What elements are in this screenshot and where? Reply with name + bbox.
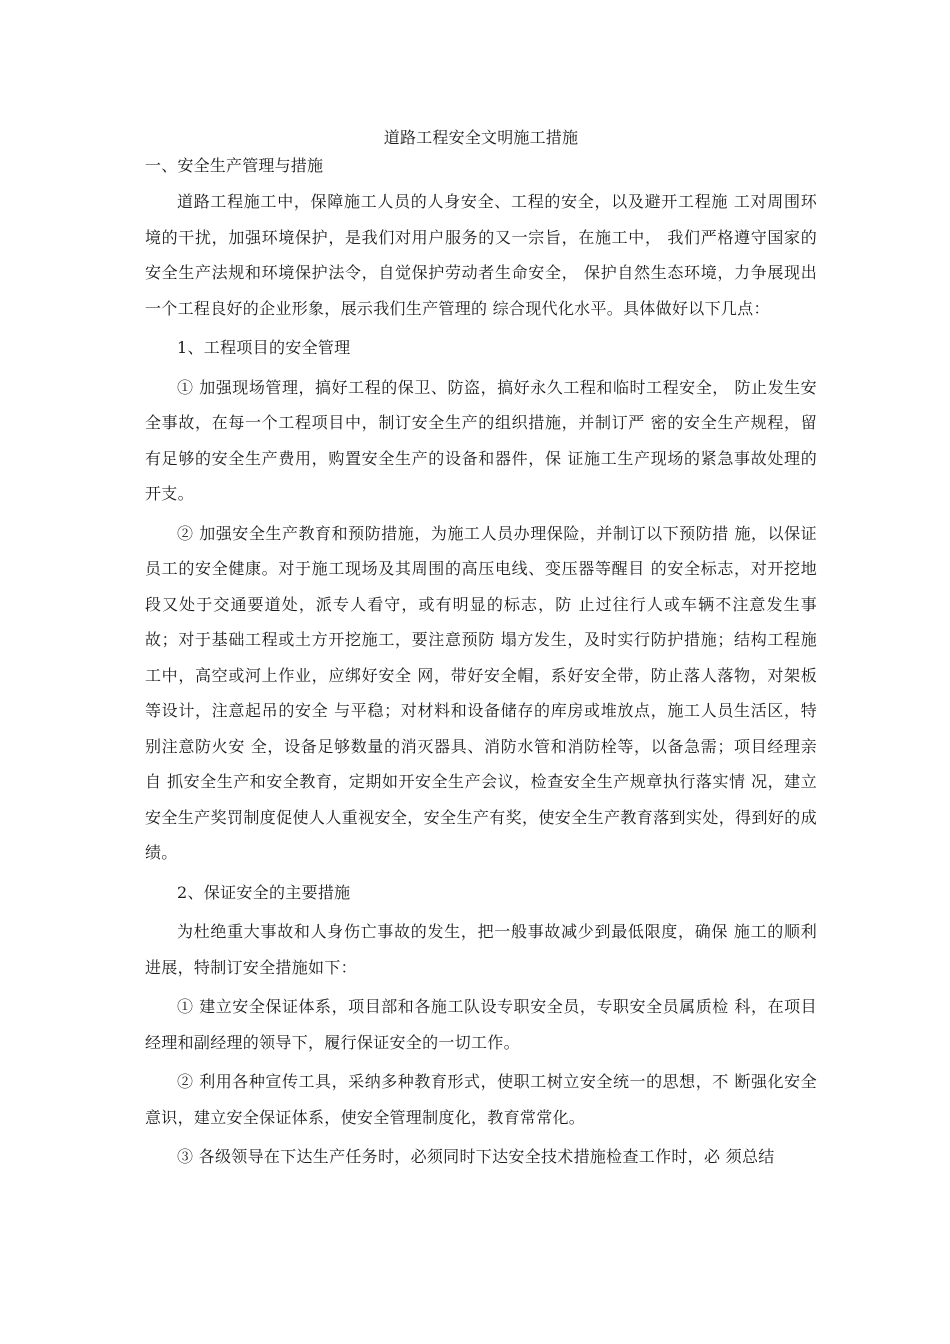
paragraph-2-3: ③ 各级领导在下达生产任务时，必须同时下达安全技术措施检查工作时，必 须总结	[177, 1147, 775, 1166]
subsection-heading-2: 2、保证安全的主要措施	[177, 882, 351, 902]
subsection-heading-1: 1、工程项目的安全管理	[177, 338, 351, 357]
paragraph-1-1: ① 加强现场管理，搞好工程的保卫、防盗，搞好永久工程和临时工程安全， 防止发生安全事故，在每一个工程项目中，制订安全生产的组织措施，并制订严 密的安全生产规程，留有足够的安全生产费用，购置安全生产的设备和器件，保 证施工生产现场的紧急事故处理的开支。	[145, 377, 817, 503]
section-heading: 一、安全生产管理与措施	[145, 156, 324, 175]
paragraph-2-intro: 为杜绝重大事故和人身伤亡事故的发生，把一般事故减少到最低限度，确保 施工的顺利进展，特制订安全措施如下：	[145, 922, 817, 977]
paragraph-2-1: ① 建立安全保证体系，项目部和各施工队设专职安全员，专职安全员属质检 科，在项目经理和副经理的领导下，履行保证安全的一切工作。	[145, 997, 817, 1052]
document-body	[145, 124, 817, 1179]
intro-paragraph: 道路工程施工中，保障施工人员的人身安全、工程的安全，以及避开工程施 工对周围环境的干扰，加强环境保护，是我们对用户服务的又一宗旨，在施工中， 我们严格遵守国家的安全生产法规和环境保护法令，自觉保护劳动者生命安全， 保护自然生态环境，力争展现出一个工程良好的企业形象，展示我们生产管理的 综合现代化水平。具体做好以下几点：	[145, 192, 817, 318]
paragraph-2-2: ② 利用各种宣传工具，采纳多种教育形式，使职工树立安全统一的思想，不 断强化安全意识，建立安全保证体系，使安全管理制度化，教育常常化。	[145, 1072, 817, 1127]
paragraph-1-2: ② 加强安全生产教育和预防措施，为施工人员办理保险，并制订以下预防措 施，以保证员工的安全健康。对于施工现场及其周围的高压电线、变压器等醒目 的安全标志，对开挖地段又处于交通要道处，派专人看守，或有明显的标志，防 止过往行人或车辆不注意发生事故；对于基础工程或土方开挖施工，要注意预防 塌方发生，及时实行防护措施；结构工程施工中，高空或河上作业，应绑好安全 网，带好安全帽，系好安全带，防止落人落物，对架板等设计，注意起吊的安全 与平稳；对材料和设备储存的库房或堆放点，施工人员生活区，特别注意防火安 全，设备足够数量的消灭器具、消防水管和消防栓等，以备急需；项目经理亲自 抓安全生产和安全教育，定期如开安全生产会议，检查安全生产规章执行落实情 况，建立安全生产奖罚制度促使人人重视安全，安全生产有奖，使安全生产教育落到实处，得到好的成绩。	[145, 523, 817, 862]
document-title: 道路工程安全文明施工措施	[383, 128, 579, 147]
